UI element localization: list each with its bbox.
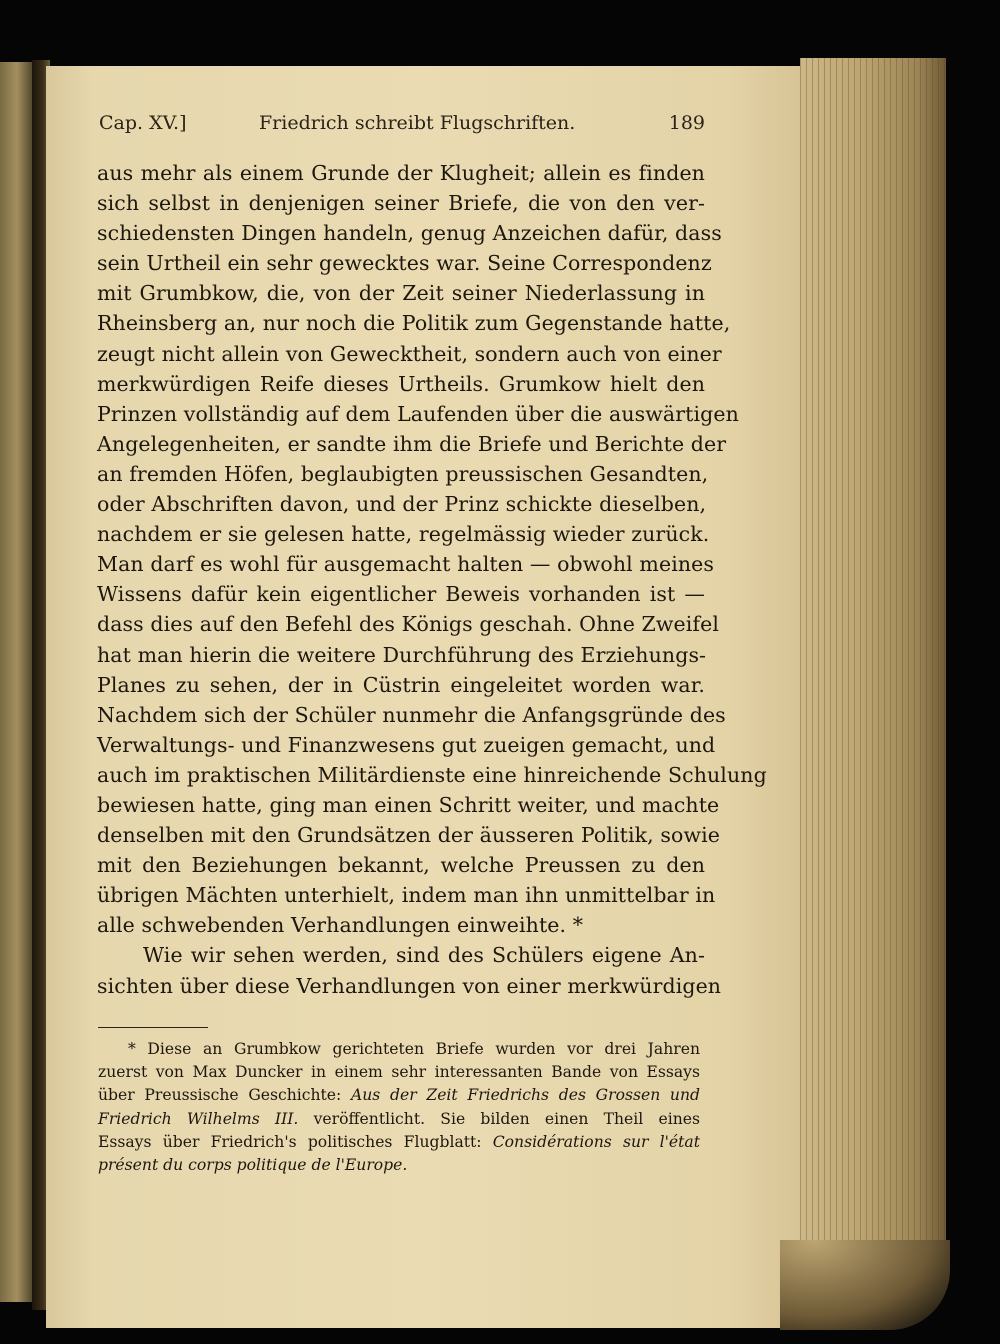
text-line: merkwürdigen Reife dieses Urtheils. Grumkow hielt den [97,371,705,396]
chapter-label: Cap. XV.] [99,112,187,134]
text-line: sein Urtheil ein sehr gewecktes war. Seine Correspondenz [97,251,712,276]
text-line: mit den Beziehungen bekannt, welche Preussen zu den [97,853,705,878]
footnote-rule [98,1027,208,1028]
text-line: Verwaltungs- und Finanzwesens gut zueigen gemacht, und [97,732,716,757]
text-line: sichten über diese Verhandlungen von einer merkwürdigen [97,973,722,998]
text-line: denselben mit den Grundsätzen der äusseren Politik, sowie [97,823,720,848]
text-line: zeugt nicht allein von Gewecktheit, sondern auch von einer [97,341,722,366]
text-line: bewiesen hatte, ging man einen Schritt weiter, und machte [97,792,720,817]
text-line: Man darf es wohl für ausgemacht halten — obwohl meines [97,552,715,577]
text-line: übrigen Mächten unterhielt, indem man ihn unmittelbar in [97,883,716,908]
text-line: Planes zu sehen, der in Cüstrin eingeleitet worden war. [97,672,705,697]
page-number: 189 [668,112,705,134]
text-line: Wissens dafür kein eigentlicher Beweis vorhanden ist — [97,582,705,607]
footnote [98,1038,700,1177]
footnote-line: zuerst von Max Duncker in einem sehr interessanten Bande von Essays [98,1063,700,1082]
text-line: Wie wir sehen werden, sind des Schülers eigene An- [143,943,705,968]
footnote-line: über Preussische Geschichte: Aus der Zeit Friedrichs des Grossen und [98,1086,701,1105]
running-title: Friedrich schreibt Flugschriften. [259,112,576,134]
text-line: sich selbst in denjenigen seiner Briefe, die von den ver- [97,191,705,216]
text-line: auch im praktischen Militärdienste eine hinreichende Schulung [97,762,767,787]
body-text [97,158,767,1001]
text-line: alle schwebenden Verhandlungen einweihte. * [97,913,584,938]
footnote-line: présent du corps politique de l'Europe. [98,1155,408,1174]
page-corner [780,1240,950,1330]
text-line: dass dies auf den Befehl des Königs geschah. Ohne Zweifel [97,612,719,637]
text-line: aus mehr als einem Grunde der Klugheit; allein es finden [97,161,705,185]
text-line: nachdem er sie gelesen hatte, regelmässig wieder zurück. [97,522,710,547]
footnote-line: * Diese an Grumbkow gerichteten Briefe wurden vor drei Jahren [128,1040,700,1058]
page-stack-edge [800,58,946,1268]
text-line: an fremden Höfen, beglaubigten preussischen Gesandten, [97,461,709,486]
text-line: schiedensten Dingen handeln, genug Anzeichen dafür, dass [97,221,722,246]
text-line: Angelegenheiten, er sandte ihm die Briefe und Berichte der [97,431,727,456]
text-line: Prinzen vollständig auf dem Laufenden über die auswärtigen [97,401,739,426]
text-line: mit Grumbkow, die, von der Zeit seiner Niederlassung in [97,281,705,306]
footnote-line: Essays über Friedrich's politisches Flugblatt: Considérations sur l'état [98,1132,700,1151]
left-page-edge [0,62,34,1302]
text-line: Rheinsberg an, nur noch die Politik zum Gegenstande hatte, [97,311,731,336]
text-line: oder Abschriften davon, und der Prinz schickte dieselben, [97,492,707,517]
footnote-line: Friedrich Wilhelms III. veröffentlicht. Sie bilden einen Theil eines [98,1109,700,1128]
text-line: Nachdem sich der Schüler nunmehr die Anfangsgründe des [97,702,726,727]
running-head [99,112,705,142]
text-line: hat man hierin die weitere Durchführung des Erziehungs- [97,642,707,667]
